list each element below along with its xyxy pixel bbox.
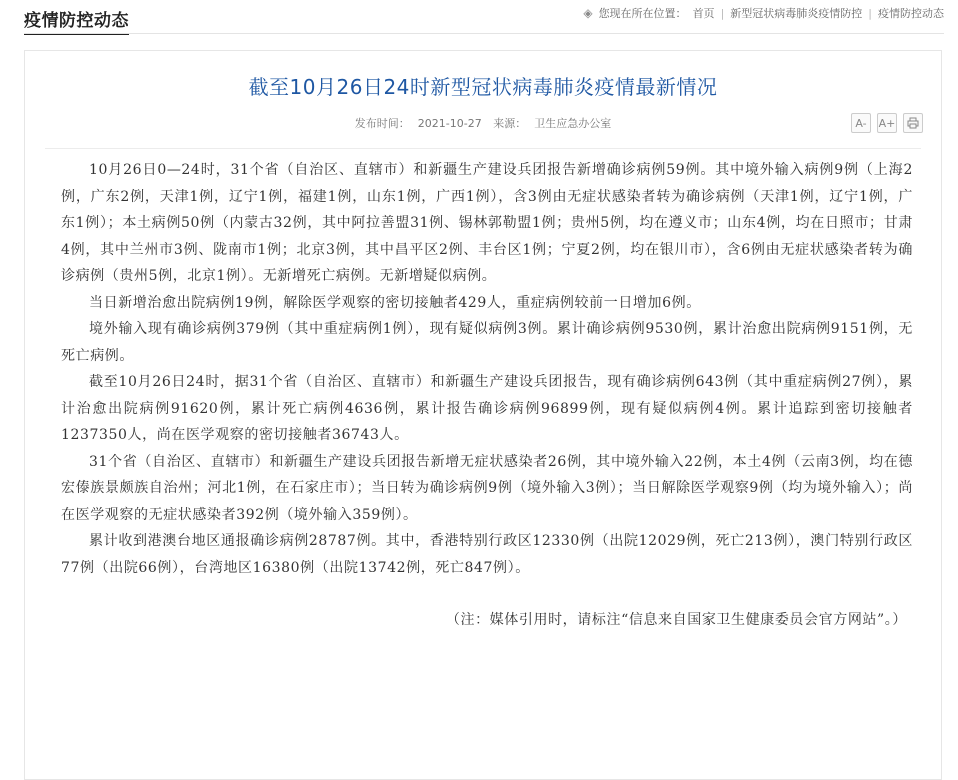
citation-note: （注：媒体引用时，请标注“信息来自国家卫生健康委员会官方网站”。） <box>445 612 907 628</box>
paragraph: 10月26日0—24时，31个省（自治区、直辖市）和新疆生产建设兵团报告新增确诊病例59例。其中境外输入病例9例（上海2例，广东2例，天津1例，辽宁1例，福建1例，山东1例，广西1例），含3例由无症状感染者转为确诊病例（天津1例，辽宁1例，广东1例）；本土病例50例（内蒙古32例，其中阿拉善盟31例、锡林郭勒盟1例；贵州5例，均在遵义市；山东4例，均在日照市；甘肃4例，其中兰州市3例、陇南市1例；北京3例，其中昌平区2例、丰台区1例；宁夏2例，均在银川市），含6例由无症状感染者转为确诊病例（贵州5例，北京1例）。无新增死亡病例。无新增疑似病例。 <box>61 162 913 284</box>
location-icon: ◈ <box>583 6 593 20</box>
paragraph: 当日新增治愈出院病例19例，解除医学观察的密切接触者429人，重症病例较前一日增加6例。 <box>89 294 701 311</box>
breadcrumb-separator: | <box>720 6 725 20</box>
meta-divider <box>45 148 921 149</box>
paragraph: 境外输入现有确诊病例379例（其中重症病例1例），现有疑似病例3例。累计确诊病例9530例，累计治愈出院病例9151例，无死亡病例。 <box>61 321 913 364</box>
article-title: 截至10月26日24时新型冠状病毒肺炎疫情最新情况 <box>248 75 718 99</box>
header-divider <box>24 33 944 34</box>
source-label: 来源： <box>493 117 527 130</box>
font-decrease-icon: A- <box>855 116 867 130</box>
print-icon <box>907 117 919 129</box>
font-decrease-button[interactable] <box>851 113 871 133</box>
paragraph: 累计收到港澳台地区通报确诊病例28787例。其中，香港特别行政区12330例（出院12029例，死亡213例），澳门特别行政区77例（出院66例），台湾地区16380例（出院13742例，死亡847例）。 <box>61 533 913 576</box>
breadcrumb-epidemic-prevention[interactable]: 新型冠状病毒肺炎疫情防控 <box>730 7 863 20</box>
breadcrumb-home[interactable]: 首页 <box>692 7 715 20</box>
print-button[interactable] <box>903 113 923 133</box>
font-increase-button[interactable] <box>877 113 897 133</box>
top-bar <box>0 0 958 34</box>
paragraph: 截至10月26日24时，据31个省（自治区、直辖市）和新疆生产建设兵团报告，现有确诊病例643例（其中重症病例27例），累计治愈出院病例91620例，累计死亡病例4636例，累计报告确诊病例96899例，现有疑似病例4例。累计追踪到密切接触者1237350人，尚在医学观察的密切接触者36743人。 <box>61 374 913 443</box>
publish-date: 2021-10-27 <box>417 117 482 130</box>
article-card <box>24 50 942 780</box>
source-value: 卫生应急办公室 <box>534 117 612 130</box>
breadcrumb-current[interactable]: 疫情防控动态 <box>878 7 944 20</box>
section-title: 疫情防控动态 <box>24 6 129 35</box>
breadcrumb-prefix: 您现在所在位置： <box>598 7 687 20</box>
publish-label: 发布时间： <box>354 117 410 130</box>
article-meta <box>25 115 941 131</box>
font-increase-icon: A+ <box>878 116 896 130</box>
breadcrumb <box>583 5 944 21</box>
article-body <box>61 157 913 634</box>
breadcrumb-separator: | <box>868 6 872 20</box>
font-tools <box>851 113 923 133</box>
paragraph: 31个省（自治区、直辖市）和新疆生产建设兵团报告新增无症状感染者26例，其中境外输入22例，本土4例（云南3例，均在德宏傣族景颇族自治州；河北1例，在石家庄市）；当日转为确诊病例9例（境外输入3例）；当日解除医学观察9例（均为境外输入）；尚在医学观察的无症状感染者392例（境外输入359例）。 <box>61 453 913 523</box>
